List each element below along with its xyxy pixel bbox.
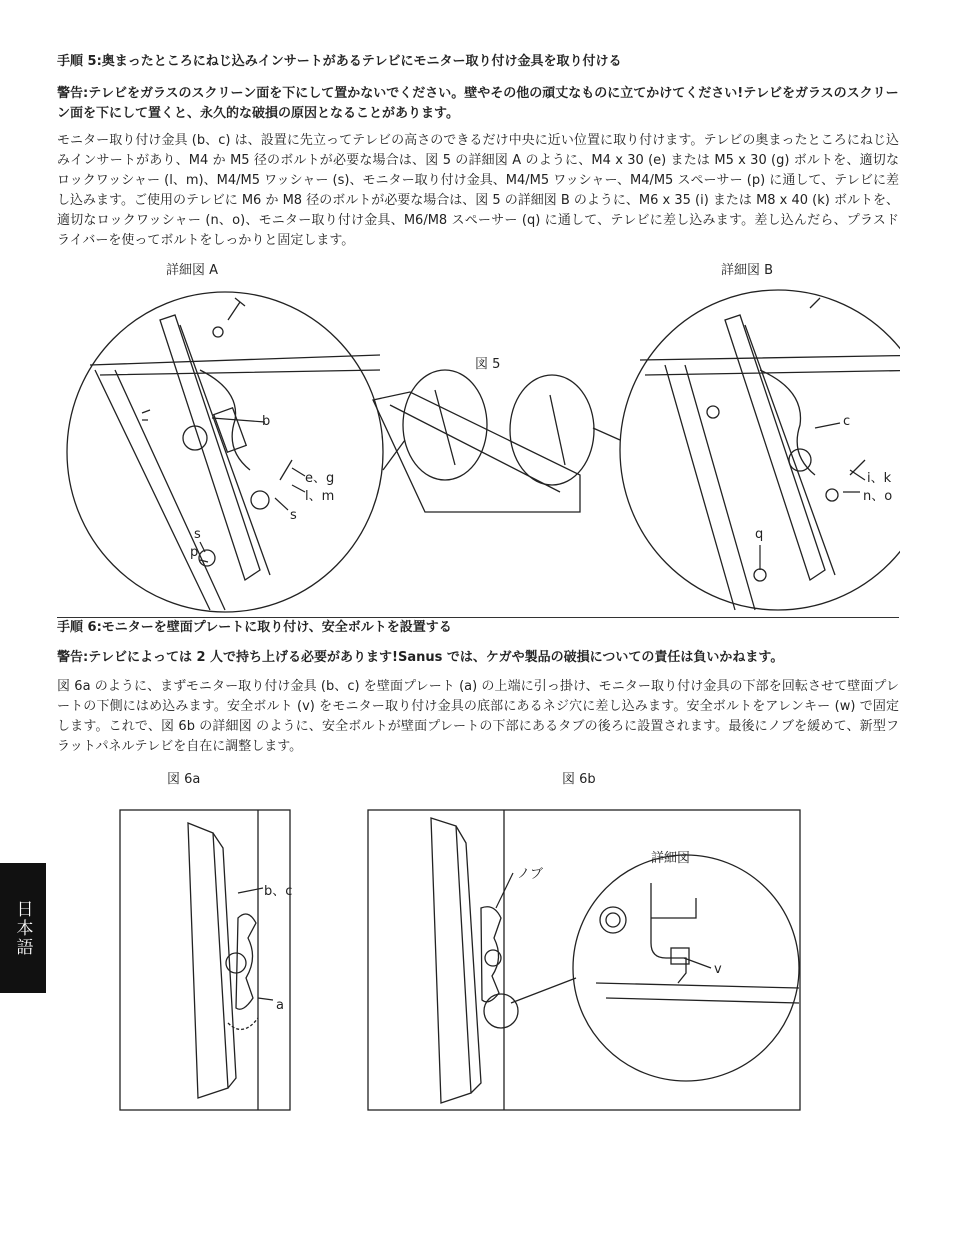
step6-warning: 警告:テレビによっては 2 人で持ち上げる必要があります!Sanus では、ケガや製品の破損についての責任は負いかねます。 [57, 650, 784, 665]
figure-6b-illustration [366, 808, 803, 1113]
figure-5-illustration [60, 280, 900, 615]
figure-6a-illustration [118, 808, 293, 1113]
callout-s-left: s [194, 527, 201, 542]
callout-q: q [755, 527, 764, 542]
callout-e-g: e、g [305, 471, 335, 486]
language-tab-label: 日本語 [12, 899, 33, 957]
callout-v: v [714, 962, 722, 977]
step5-warning: 警告:テレビをガラスのスクリーン面を下にして置かないでください。壁やその他の頑丈なものに立てかけてください!テレビをガラスのスクリーン面を下にして置くと、永久的な破損の原因となることがあります。 [57, 86, 899, 121]
callout-n-o: n、o [863, 489, 893, 504]
callout-b: b [262, 414, 271, 429]
figure-6b-title: 図 6b [562, 772, 596, 787]
figure-5-title: 図 5 [475, 357, 501, 372]
callout-l-m: l、m [305, 489, 335, 504]
callout-i-k: i、k [867, 471, 892, 486]
callout-6a-b-c: b、c [264, 884, 293, 899]
callout-s-right: s [290, 508, 297, 523]
callout-knob: ノブ [517, 867, 544, 882]
step5-body: モニター取り付け金具 (b、c) は、設置に先立ってテレビの高さのできるだけ中央に近い位置に取り付けます。テレビの奥まったところにねじ込みインサートがあり、M4 か M5 径のボルトが必要な場合は、図 5 の詳細図 A のように、M4 x 30 (e) または M5 x 30 (g) ボルトを、適切なロックワッシャー (l、m)、M4/M5 ワッシャー (s)、モニター取り付け金具、M4/M5 ワッシャー、M4/M5 スペーサー (p) に通して、テレビに差し込みます。ご使用のテレビに M6 か M8 径のボルトが必要な場合は、図 5 の詳細図 B のように、M6 x 35 (i) または M8 x 40 (k) ボルトを、適切なロックワッシャー (n、o)、モニター取り付け金具、M6/M8 スペーサー (q) に通して、テレビに差し込みます。差し込んだら、プラスドライバーを使ってボルトをしっかりと固定します。 [57, 133, 899, 248]
step5-heading: 手順 5:奥まったところにねじ込みインサートがあるテレビにモニター取り付け金具を取り付ける [57, 54, 622, 69]
callout-6a-a: a [276, 998, 284, 1013]
figure-6a-title: 図 6a [167, 772, 201, 787]
callout-c: c [843, 414, 851, 429]
detail-b-label: 詳細図 B [721, 263, 774, 278]
detail-a-label: 詳細図 A [166, 263, 219, 278]
callout-p: p [190, 545, 199, 560]
language-tab [0, 863, 46, 993]
step6-body: 図 6a のように、まずモニター取り付け金具 (b、c) を壁面プレート (a) の上端に引っ掛け、モニター取り付け金具の下部を回転させて壁面プレートの下側にはめ込みます。安全ボルト (v) をモニター取り付け金具の底部にあるネジ穴に差し込みます。安全ボルトをアレンキー (w) で固定します。これで、図 6b の詳細図 のように、安全ボルトが壁面プレートの下部にあるタブの後ろに設置されます。最後にノブを緩めて、新型フラットパネルテレビを自在に調整します。 [57, 679, 899, 754]
detail-6b-label: 詳細図 [651, 851, 691, 866]
step6-heading: 手順 6:モニターを壁面プレートに取り付け、安全ボルトを設置する [57, 620, 452, 635]
